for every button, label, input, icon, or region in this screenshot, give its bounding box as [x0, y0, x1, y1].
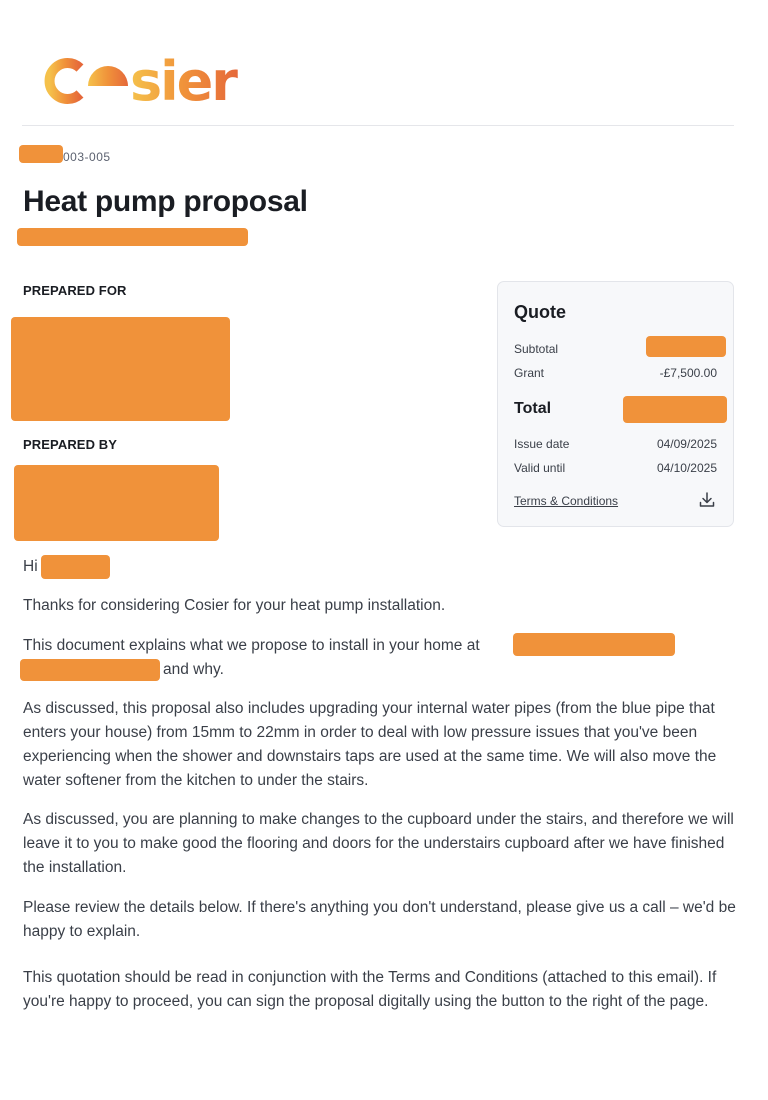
quote-title: Quote	[514, 302, 566, 322]
download-icon[interactable]	[697, 490, 717, 510]
header-divider	[22, 125, 734, 126]
redacted-address-line-2	[20, 659, 160, 681]
paragraph-pipes: As discussed, this proposal also includes upgrading your internal water pipes (from the blue pipe that enters your house) from 15mm to 22mm in order to deal with low pressure issues that you've been experiencing when the shower and downstairs taps are used at the same time. We will also move the water softener from the kitchen to under the stairs.	[23, 700, 717, 789]
page-title: Heat pump proposal	[23, 185, 308, 218]
paragraph-address-start: This document explains what we propose to install in your home at	[23, 637, 480, 654]
terms-and-conditions-link[interactable]: Terms & Conditions	[514, 494, 619, 508]
paragraph-address-end: and why.	[163, 661, 224, 678]
reference-number: 003-005	[63, 150, 111, 164]
issue-date-label: Issue date	[514, 437, 570, 451]
subtotal-label: Subtotal	[514, 342, 559, 356]
cosier-logo	[44, 48, 274, 108]
redacted-subtitle	[17, 228, 248, 246]
svg-text:sier: sier	[130, 50, 236, 108]
paragraph-terms: This quotation should be read in conjunction with the Terms and Conditions (attached to this email). If you're happy to proceed, you can sign the proposal digitally using the button to the right of the page.	[23, 969, 717, 1010]
redacted-subtotal-value	[646, 336, 726, 357]
issue-date-value: 04/09/2025	[656, 437, 717, 451]
prepared-for-label: PREPARED FOR	[23, 283, 127, 298]
grant-value: -£7,500.00	[659, 366, 717, 380]
redacted-prepared-by	[14, 465, 219, 541]
total-label: Total	[514, 400, 552, 417]
redacted-customer-name	[41, 555, 110, 579]
grant-label: Grant	[514, 366, 545, 380]
quote-card	[497, 281, 734, 527]
paragraph-intro: Thanks for considering Cosier for your heat pump installation.	[23, 597, 446, 614]
redacted-address-line-1	[513, 633, 675, 656]
greeting: Hi	[23, 558, 38, 575]
redacted-prepared-for	[11, 317, 230, 421]
redacted-total-value	[623, 396, 727, 423]
valid-until-label: Valid until	[514, 461, 566, 475]
prepared-by-label: PREPARED BY	[23, 437, 118, 452]
redacted-reference-prefix	[19, 145, 63, 163]
valid-until-value: 04/10/2025	[656, 461, 717, 475]
paragraph-cupboard: As discussed, you are planning to make changes to the cupboard under the stairs, and therefore we will leave it to you to make good the flooring and doors for the understairs cupboard after we have finished the installation.	[23, 811, 734, 876]
paragraph-review: Please review the details below. If there's anything you don't understand, please give us a call – we'd be happy to explain.	[23, 899, 736, 940]
